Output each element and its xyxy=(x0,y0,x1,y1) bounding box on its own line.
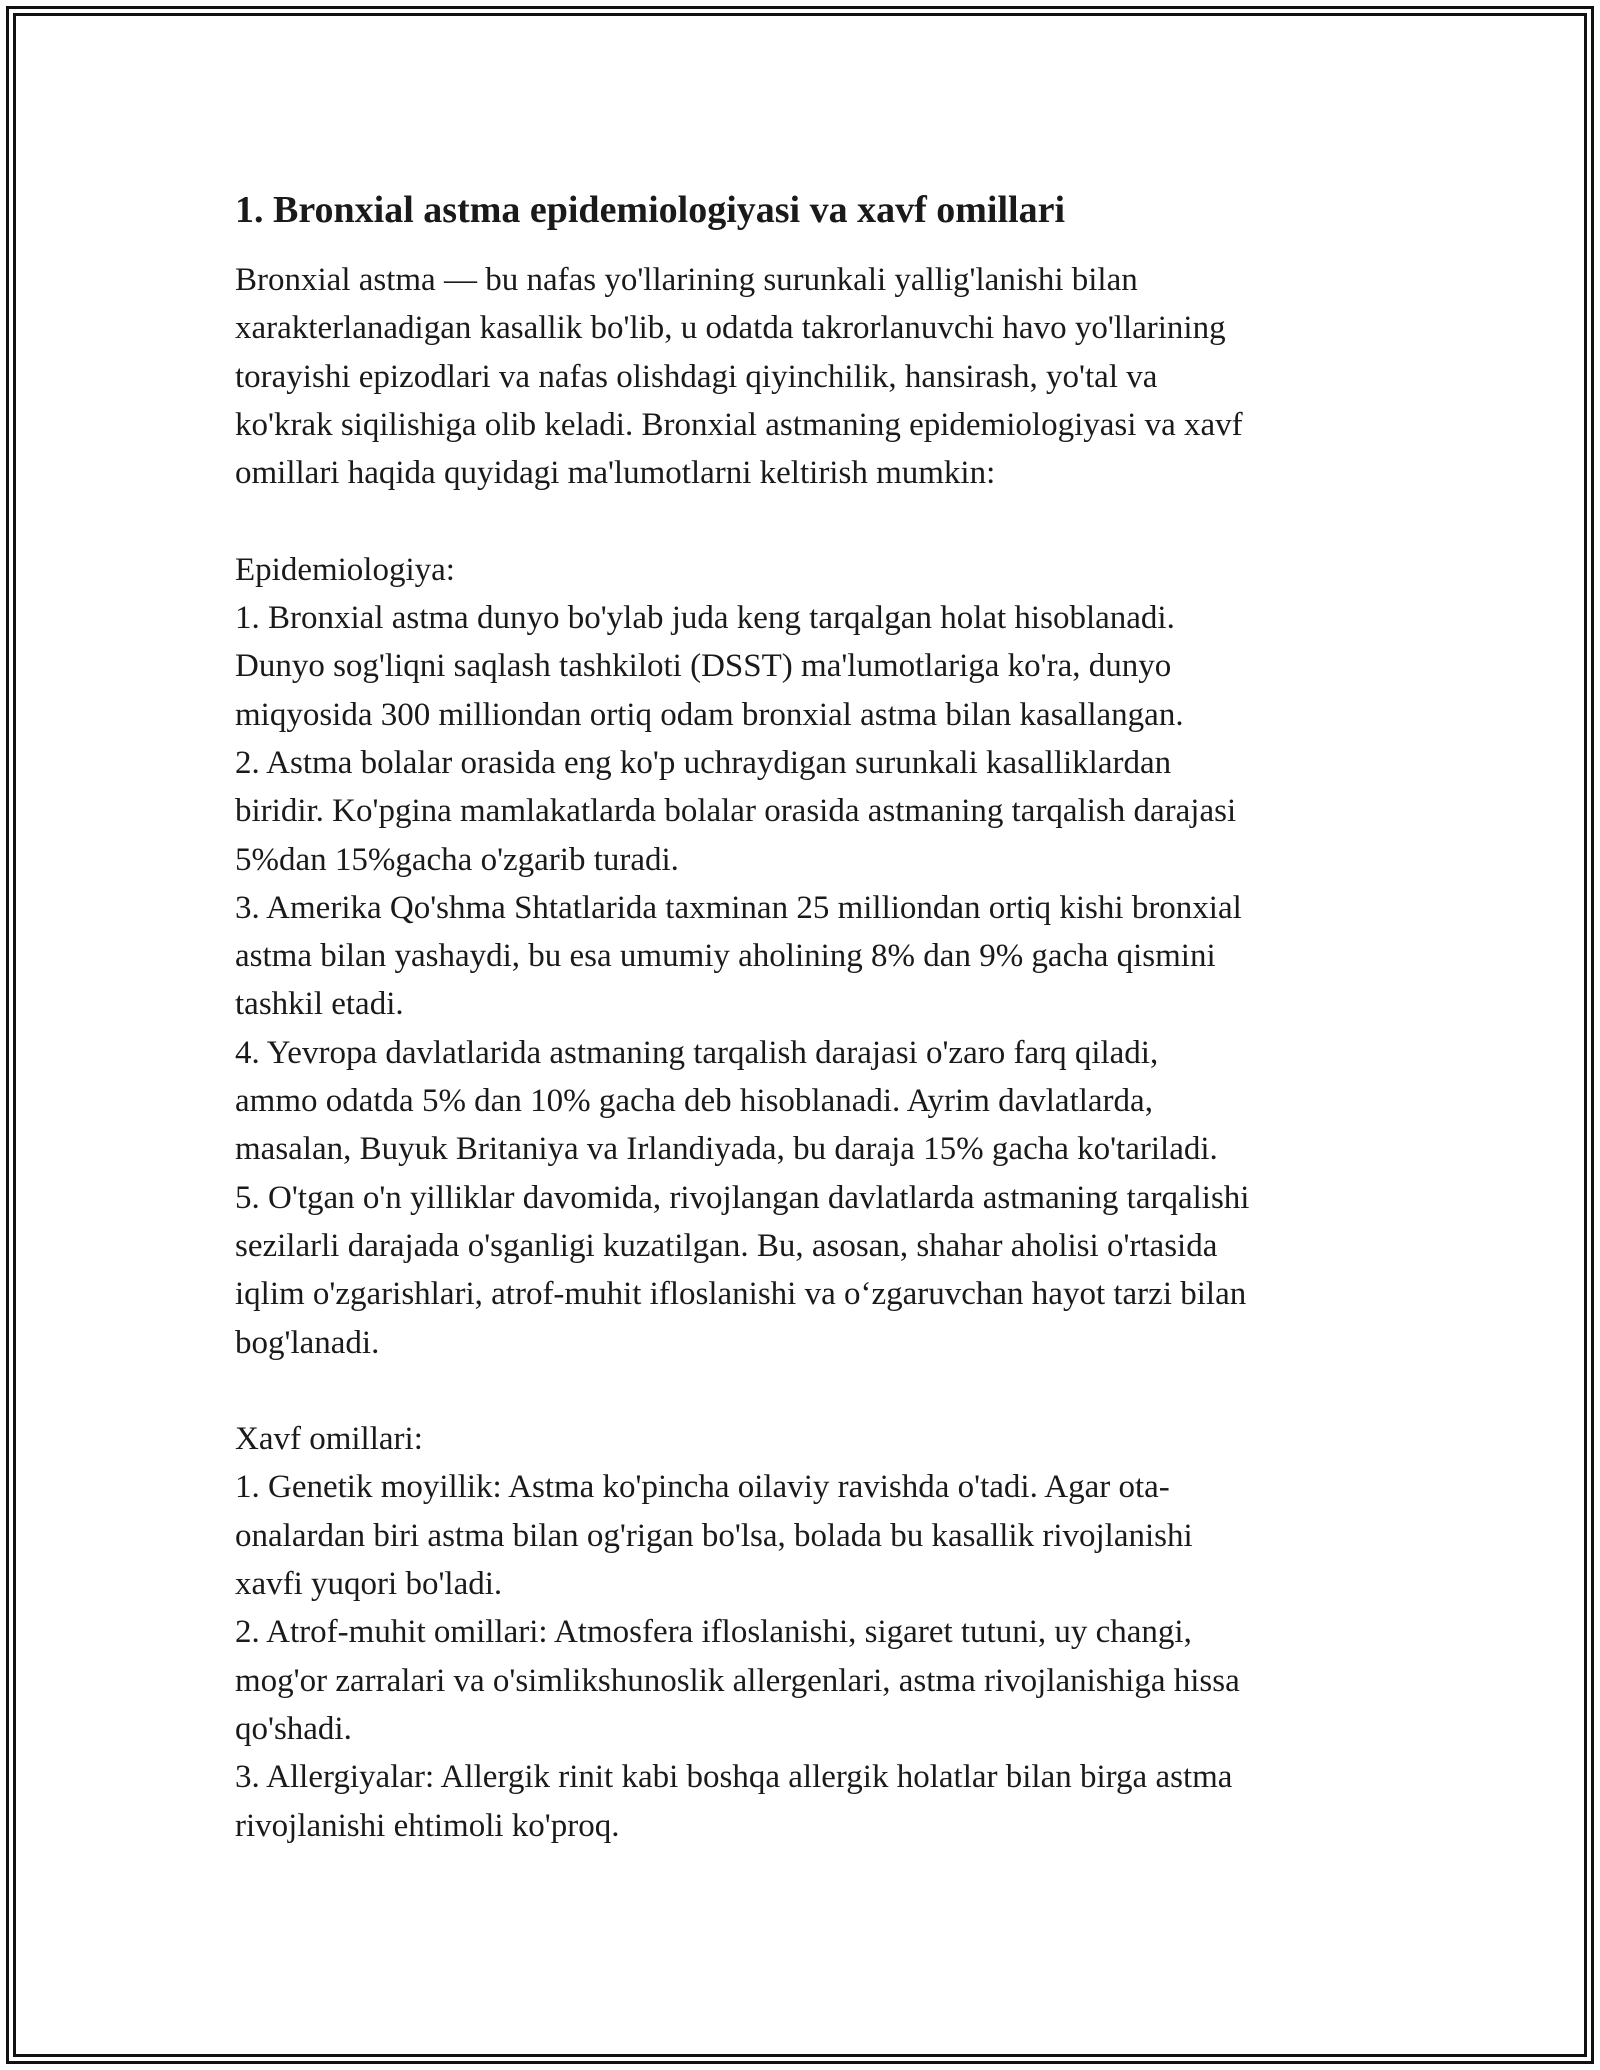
page-title: 1. Bronxial astma epidemiologiyasi va xavf omillari xyxy=(235,189,1066,231)
epidemiology-line: 1. Bronxial astma dunyo bo'ylab juda keng tarqalgan holat hisoblanadi. xyxy=(235,600,1175,637)
epidemiology-line: biridir. Ko'pgina mamlakatlarda bolalar orasida astmaning tarqalish darajasi xyxy=(235,793,1237,830)
epidemiology-line: 5%dan 15%gacha o'zgarib turadi. xyxy=(235,841,679,878)
epidemiology-line: miqyosida 300 milliondan ortiq odam bronxial astma bilan kasallangan. xyxy=(235,696,1184,733)
risk-factor-line: xavfi yuqori bo'ladi. xyxy=(235,1566,503,1603)
paragraph-gap xyxy=(235,497,1395,545)
intro-line: Bronxial astma — bu nafas yo'llarining surunkali yallig'lanishi bilan xyxy=(235,262,1138,298)
intro-line: omillari haqida quyidagi ma'lumotlarni keltirish mumkin: xyxy=(235,455,996,492)
risk-factor-line: 1. Genetik moyillik: Astma ko'pincha oilaviy ravishda o'tadi. Agar ota- xyxy=(235,1469,1170,1506)
epidemiology-line: 3. Amerika Qo'shma Shtatlarida taxminan 25 milliondan ortiq kishi bronxial xyxy=(235,889,1242,926)
epidemiology-line: iqlim o'zgarishlari, atrof-muhit ifloslanishi va o‘zgaruvchan hayot tarzi bilan xyxy=(235,1276,1247,1313)
risk-factor-line: 3. Allergiyalar: Allergik rinit kabi boshqa allergik holatlar bilan birga astma xyxy=(235,1759,1233,1796)
intro-line: ko'krak siqilishiga olib keladi. Bronxial astmaning epidemiologiyasi va xavf xyxy=(235,406,1243,443)
epidemiology-line: 4. Yevropa davlatlarida astmaning tarqalish darajasi o'zaro farq qiladi, xyxy=(235,1034,1159,1071)
section-heading: Epidemiologiya: xyxy=(235,551,455,588)
epidemiology-line: masalan, Buyuk Britaniya va Irlandiyada, bu daraja 15% gacha ko'tariladi. xyxy=(235,1131,1218,1168)
intro-line: xarakterlanadigan kasallik bo'lib, u odatda takrorlanuvchi havo yo'llarining xyxy=(235,310,1226,347)
risk-factor-line: mog'or zarralari va o'simlikshunoslik allergenlari, astma rivojlanishiga hissa xyxy=(235,1662,1240,1699)
risk-factor-line: rivojlanishi ehtimoli ko'proq. xyxy=(235,1807,620,1844)
epidemiology-line: bog'lanadi. xyxy=(235,1324,380,1361)
intro-line: torayishi epizodlari va nafas olishdagi qiyinchilik, hansirash, yo'tal va xyxy=(235,358,1158,395)
epidemiology-section xyxy=(235,546,1395,1367)
epidemiology-line: ammo odatda 5% dan 10% gacha deb hisoblanadi. Ayrim davlatlarda, xyxy=(235,1083,1153,1120)
intro-paragraph xyxy=(235,256,1395,497)
epidemiology-line: tashkil etadi. xyxy=(235,986,404,1023)
risk-factor-line: onalardan biri astma bilan og'rigan bo'lsa, bolada bu kasallik rivojlanishi xyxy=(235,1517,1193,1554)
epidemiology-line: Dunyo sog'liqni saqlash tashkiloti (DSST) ma'lumotlariga ko'ra, dunyo xyxy=(235,648,1172,685)
section-heading: Xavf omillari: xyxy=(235,1421,423,1458)
paragraph-gap xyxy=(235,1367,1395,1415)
epidemiology-line: 2. Astma bolalar orasida eng ko'p uchraydigan surunkali kasalliklardan xyxy=(235,744,1172,781)
risk-factor-line: 2. Atrof-muhit omillari: Atmosfera ifloslanishi, sigaret tutuni, uy changi, xyxy=(235,1614,1192,1651)
epidemiology-line: astma bilan yashaydi, bu esa umumiy aholining 8% dan 9% gacha qismini xyxy=(235,938,1216,975)
document-body xyxy=(235,186,1395,1850)
epidemiology-line: sezilarli darajada o'sganligi kuzatilgan. Bu, asosan, shahar aholisi o'rtasida xyxy=(235,1227,1218,1264)
risk-factor-line: qo'shadi. xyxy=(235,1710,352,1747)
epidemiology-line: 5. O'tgan o'n yilliklar davomida, rivojlangan davlatlarda astmaning tarqalishi xyxy=(235,1179,1250,1216)
risk-factors-section xyxy=(235,1415,1395,1850)
